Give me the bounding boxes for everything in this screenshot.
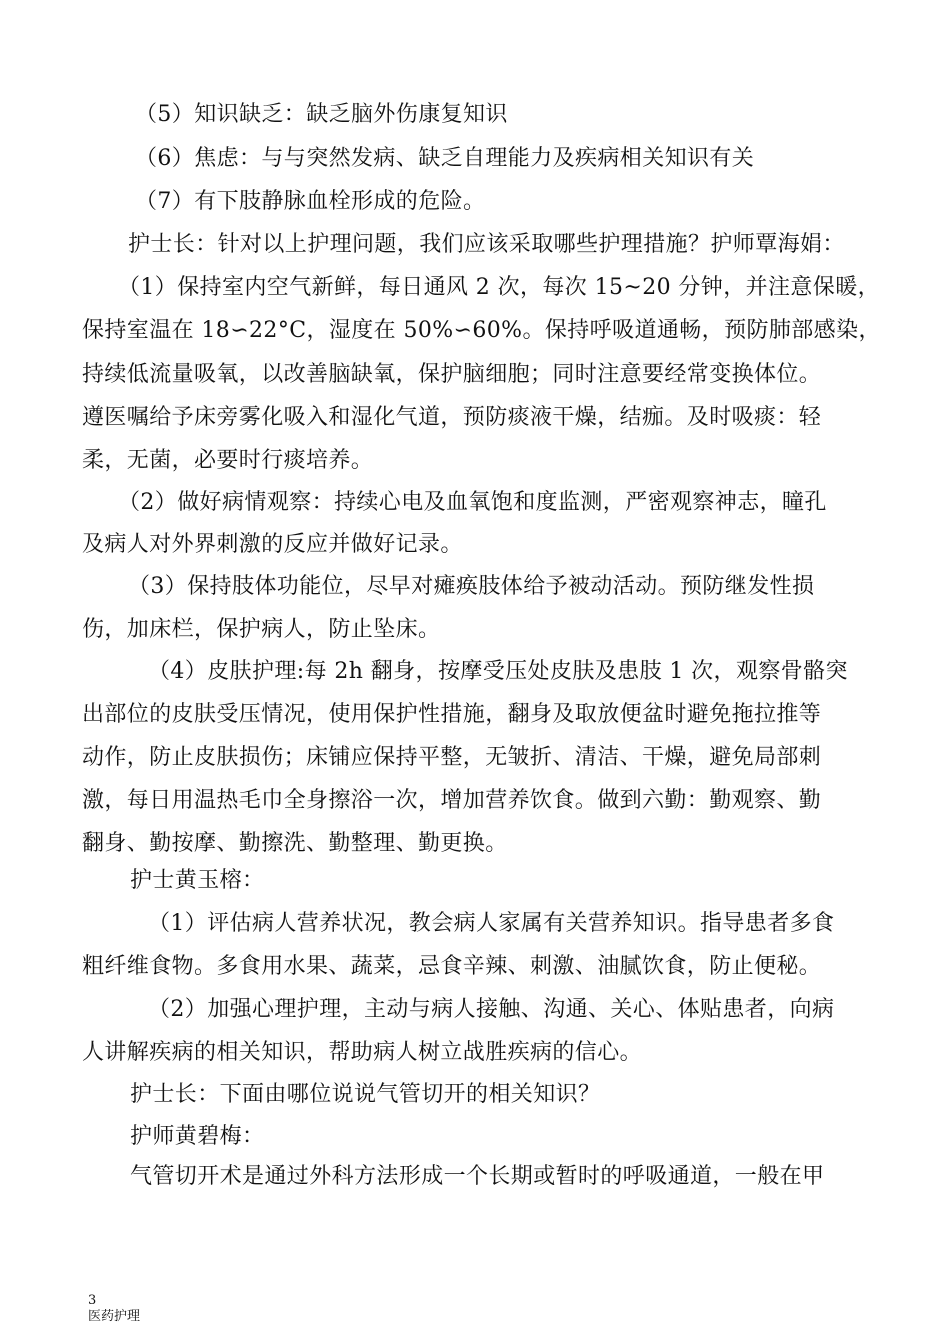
text-line: 翻身、勤按摩、勤擦洗、勤整理、勤更换。	[82, 831, 508, 856]
text-line: （7）有下肢静脉血栓形成的危险。	[135, 189, 486, 214]
text-line: 保持室温在 18∽22°C，湿度在 50%∽60%。保持呼吸道通畅，预防肺部感染，	[82, 318, 881, 343]
text-line: 人讲解疾病的相关知识，帮助病人树立战胜疾病的信心。	[82, 1040, 643, 1065]
text-line: （1）保持室内空气新鲜，每日通风 2 次，每次 15~20 分钟，并注意保暖，	[118, 275, 880, 300]
text-line: （4）皮肤护理:每 2h 翻身，按摩受压处皮肤及患肢 1 次，观察骨骼突	[148, 659, 848, 684]
text-line: 护士长：下面由哪位说说气管切开的相关知识？	[130, 1082, 601, 1107]
text-line: 遵医嘱给予床旁雾化吸入和湿化气道，预防痰液干燥，结痂。及时吸痰：轻	[82, 405, 822, 430]
text-line: 持续低流量吸氧，以改善脑缺氧，保护脑细胞；同时注意要经常变换体位。	[82, 362, 822, 387]
text-line: （5）知识缺乏：缺乏脑外伤康复知识	[135, 102, 508, 127]
text-line: 护士黄玉榕：	[130, 868, 265, 893]
footer-category: 医药护理	[88, 1309, 141, 1324]
text-line: 粗纤维食物。多食用水果、蔬菜，忌食辛辣、刺激、油腻饮食，防止便秘。	[82, 954, 822, 979]
text-line: 柔，无菌，必要时行痰培养。	[82, 448, 374, 473]
text-line: （2）做好病情观察：持续心电及血氧饱和度监测，严密观察神志，瞳孔	[118, 490, 827, 515]
text-line: 激，每日用温热毛巾全身擦浴一次，增加营养饮食。做到六勤：勤观察、勤	[82, 788, 822, 813]
text-line: 出部位的皮肤受压情况，使用保护性措施，翻身及取放便盆时避免拖拉推等	[82, 702, 822, 727]
page-number: 3	[88, 1293, 97, 1308]
text-line: （1）评估病人营养状况，教会病人家属有关营养知识。指导患者多食	[148, 911, 835, 936]
text-line: 护师黄碧梅：	[130, 1124, 265, 1149]
text-line: 护士长：针对以上护理问题，我们应该采取哪些护理措施？护师覃海娟：	[128, 232, 845, 257]
text-line: （2）加强心理护理，主动与病人接触、沟通、关心、体贴患者，向病	[148, 997, 835, 1022]
text-line: 气管切开术是通过外科方法形成一个长期或暂时的呼吸通道，一般在甲	[130, 1164, 825, 1189]
text-line: （3）保持肢体功能位，尽早对瘫痪肢体给予被动活动。预防继发性损	[128, 574, 815, 599]
text-line: （6）焦虑：与与突然发病、缺乏自理能力及疾病相关知识有关	[135, 146, 755, 171]
text-line: 动作，防止皮肤损伤；床铺应保持平整，无皱折、清洁、干燥，避免局部刺	[82, 745, 822, 770]
text-line: 及病人对外界刺激的反应并做好记录。	[82, 532, 463, 557]
text-line: 伤，加床栏，保护病人，防止坠床。	[82, 617, 441, 642]
